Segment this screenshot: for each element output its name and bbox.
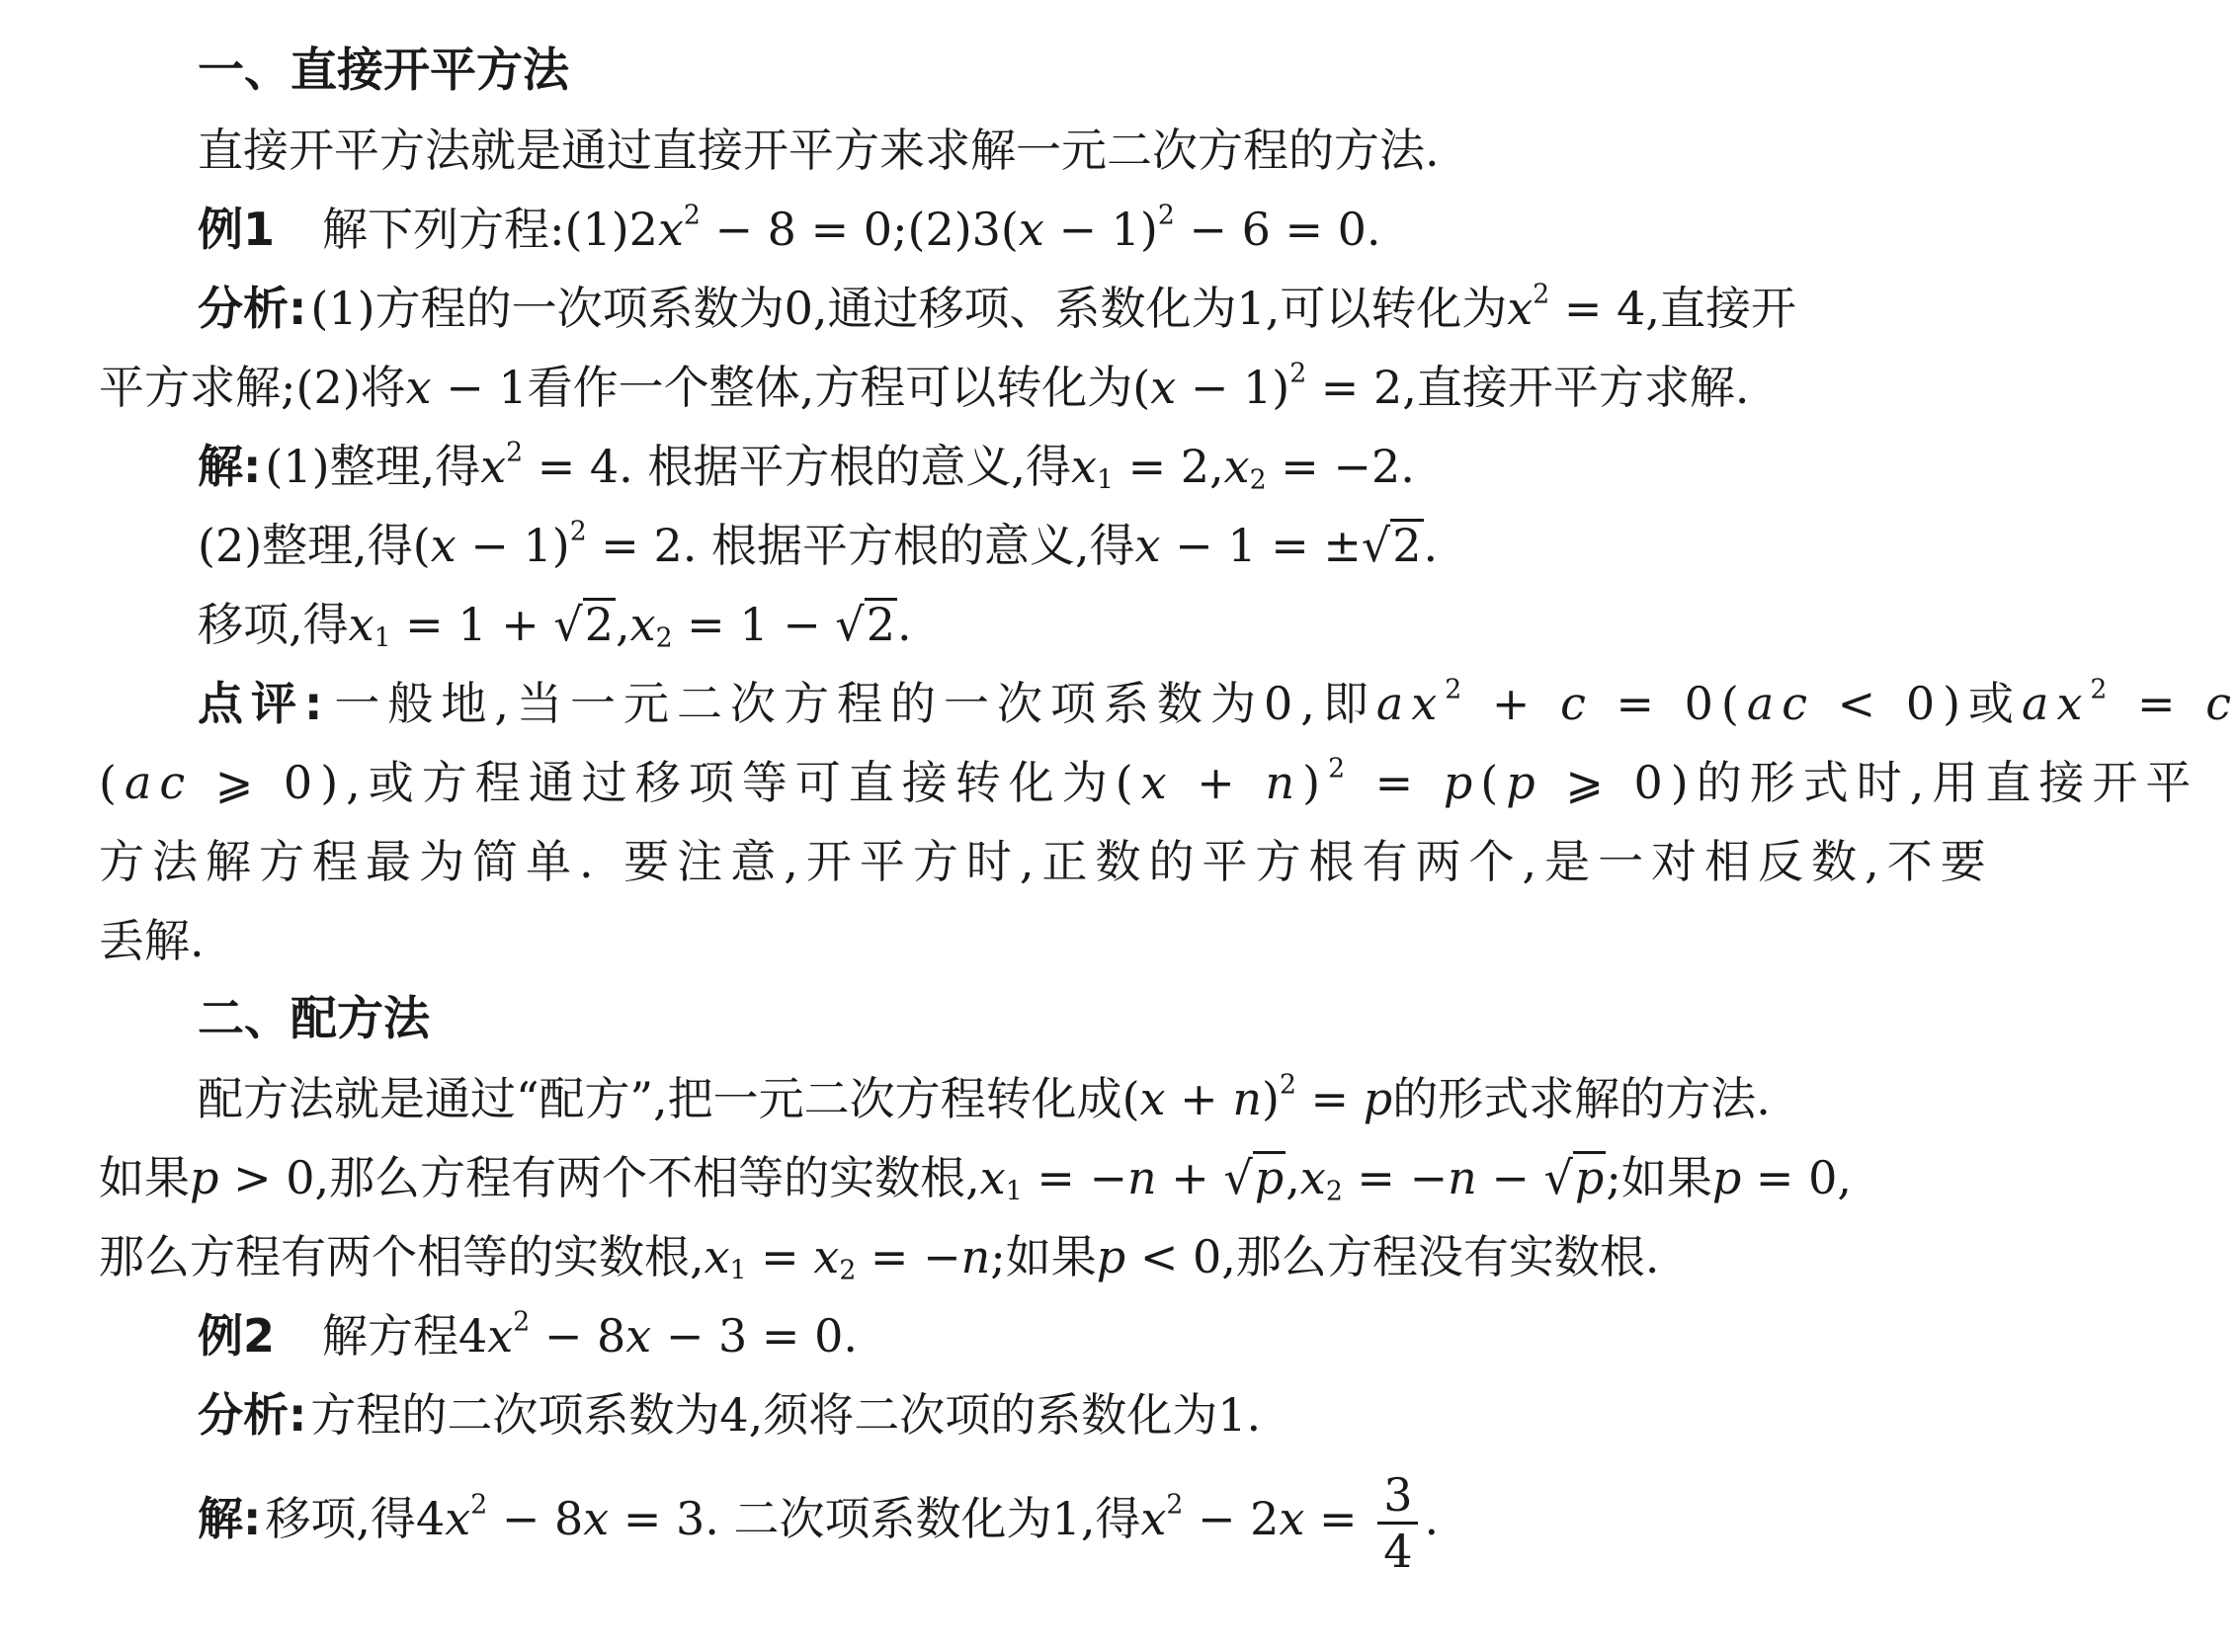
analysis-2-label: 分析:: [198, 1388, 307, 1442]
comment-line-2: (ac ⩾ 0),或方程通过移项等可直接转化为$(x + n)^2 = p(p$ ⩾ 0)的形式时,用直接开平: [99, 753, 2199, 809]
section-intro-2-line-1: 配方法就是通过“配方”,把一元二次方程转化成$(x + n)^2 = p$的形式求解的方法.: [198, 1069, 1771, 1125]
comment-text-1: 一般地,当一元二次方程的一次项系数为0,即$ax^2 + c = 0(ac < 0)$或$ax^2 = c$: [334, 674, 2239, 730]
example-1: [198, 200, 1381, 259]
example-2-label: 例2: [198, 1309, 276, 1363]
section-intro-2-line-2: 如果p > 0,那么方程有两个不相等的实数根$,x_1 = -n + √p,x_2 = -n - √p$;如果p = 0,: [99, 1151, 1852, 1207]
example-1-text: 解下列方程$:(1)2x^2 - 8$ = 0;(2)3(x − 1)$^2$ − 6 = 0.: [322, 200, 1381, 256]
solution-1-label: 解:: [198, 440, 262, 493]
example-2-text: 解方程$4x^2 - 8x - 3 = 0$.: [322, 1306, 858, 1363]
solution-2-label: 解:: [198, 1492, 262, 1545]
section-heading-1: 一、直接开平方法: [198, 43, 569, 98]
comment-line-4: 丢解.: [99, 914, 205, 967]
analysis-1-line-2: 平方求解;(2)将x − 1看作一个整体,方程可以转化为$(x - 1)^2 = 2$,直接开平方求解.: [99, 358, 1750, 414]
analysis-1-line-1: [198, 279, 1796, 338]
example-2: [198, 1306, 858, 1365]
section-intro-1: 直接开平方法就是通过直接开平方来求解一元二次方程的方法.: [198, 124, 1440, 177]
solution-1-text-1: (1)整理,得$x^2 = 4$. 根据平方根的意义,得$x_1 = 2,x_2 = -2$.: [265, 437, 1415, 496]
comment-line-3: 方法解方程最为简单. 要注意,开平方时,正数的平方根有两个,是一对相反数,不要: [99, 835, 1994, 888]
solution-2: [198, 1464, 1440, 1578]
solution-1-line-2: (2)整理,得$(x - 1)^2 = 2$. 根据平方根的意义,得x − 1 = ±√2.: [198, 516, 1439, 572]
solution-1-line-1: [198, 437, 1415, 496]
solution-1-line-3: 移项,得$x_1 = 1 + √2,x_2 = 1 - √2$.: [198, 598, 912, 654]
example-1-label: 例1: [198, 203, 276, 256]
analysis-1-text-1: (1)方程的一次项系数为0,通过移项、系数化为1,可以转化为$x^2 = 4$,直接开: [310, 279, 1796, 335]
section-heading-2: 二、配方法: [198, 992, 430, 1046]
fraction-three-quarters: $\frac{3}{4}$: [1377, 1468, 1418, 1578]
analysis-1-label: 分析:: [198, 282, 307, 335]
solution-2-text: 移项,得$4x^2 - 8x = 3$. 二次项系数化为1,得$x^2 - 2x$ = $\frac{3}{4}$ .: [265, 1467, 1440, 1578]
comment-label: 点评:: [198, 677, 331, 730]
comment-line-1: [198, 674, 2239, 733]
analysis-2-text: 方程的二次项系数为4,须将二次项的系数化为1.: [310, 1388, 1262, 1442]
analysis-2: [198, 1385, 1261, 1445]
section-intro-2-line-3: 那么方程有两个相等的实数根$,x_1 = x_2 = -n$;如果p < 0,那么方程没有实数根.: [99, 1230, 1660, 1286]
